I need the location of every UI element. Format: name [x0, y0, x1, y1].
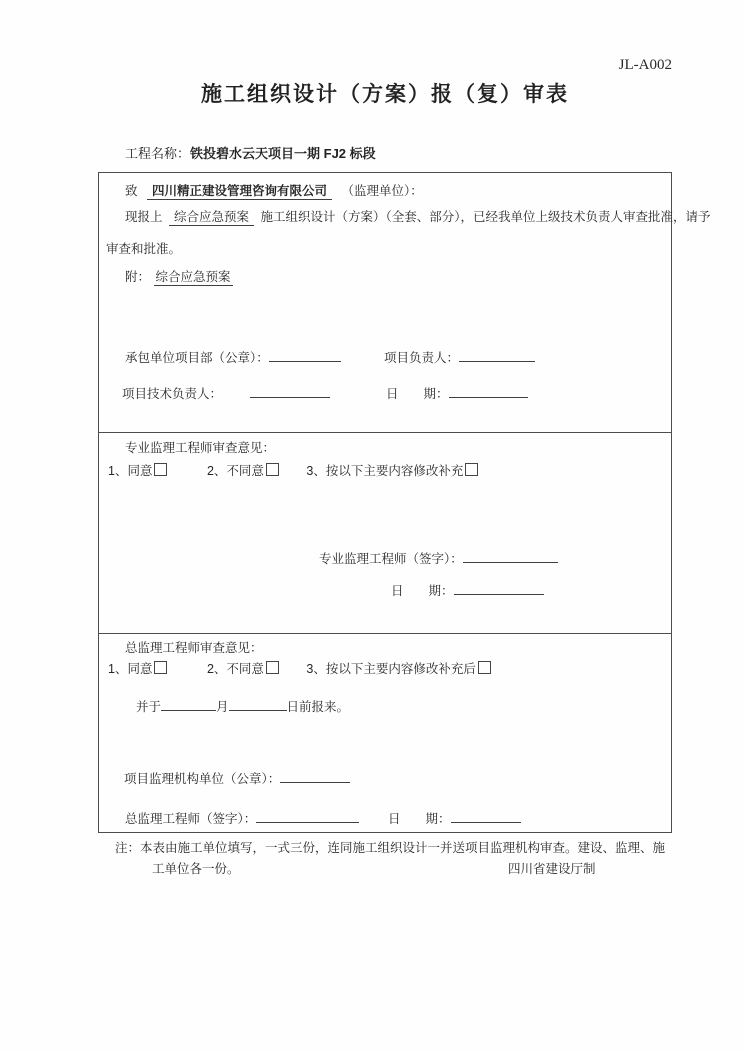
report-statement-line2: 审查和批准。 [106, 242, 182, 256]
checkbox-agree-icon [154, 463, 167, 476]
chief-sign-label: 总监理工程师（签字）： [125, 812, 257, 826]
resubmit-month-blank [161, 697, 216, 711]
checkbox-disagree-icon [266, 661, 279, 674]
chief-date-label: 日 期： [388, 812, 451, 826]
contractor-stamp-label: 承包单位项目部（公章）： [125, 351, 269, 365]
supervisor-sign-blank [463, 549, 558, 563]
plan-name: 综合应急预案 [169, 210, 254, 226]
section-divider-1 [99, 432, 671, 433]
chief-sign-blank [256, 809, 359, 823]
chief-sign-row [125, 809, 359, 827]
submit-date-blank [449, 384, 528, 398]
supervisor-sign-label: 专业监理工程师（签字）： [319, 552, 463, 566]
submit-date-row [386, 384, 528, 402]
report-prefix: 现报上 [125, 210, 163, 224]
supervisor-opinion-heading: 专业监理工程师审查意见： [125, 441, 276, 455]
supervisor-option-revise: 3、按以下主要内容修改补充 [306, 461, 478, 479]
supervisor-option-disagree: 2、不同意 [207, 461, 279, 479]
supervision-org-row [124, 769, 350, 787]
resubmit-day-blank [229, 697, 287, 711]
contractor-stamp-blank [269, 348, 341, 362]
chief-opinion-heading: 总监理工程师审查意见： [125, 641, 263, 655]
supervisor-option-agree: 1、同意 [108, 461, 167, 479]
tech-manager-row [122, 384, 330, 402]
addressee-line [125, 181, 423, 199]
checkbox-disagree-icon [266, 463, 279, 476]
project-name-value: 铁投碧水云天项目一期 FJ2 标段 [190, 146, 376, 161]
supervision-org-label: 项目监理机构单位（公章）： [124, 772, 281, 786]
chief-option-agree: 1、同意 [108, 659, 167, 677]
resubmit-month-label: 月 [216, 700, 229, 714]
tech-manager-blank [250, 384, 330, 398]
report-tail-line1: 施工组织设计（方案）（全套、部分），已经我单位上级技术负责人审查批准，请予 [260, 210, 711, 224]
form-title: 施工组织设计（方案）报（复）审表 [201, 83, 569, 106]
project-name-label: 工程名称： [125, 146, 191, 161]
checkbox-revise-icon [465, 463, 478, 476]
report-statement-line1 [125, 207, 711, 225]
supervisor-options-row [108, 461, 478, 479]
supervisor-date-row [391, 581, 544, 599]
form-code: JL-A002 [618, 57, 672, 73]
project-manager-row [384, 348, 535, 366]
project-name-line [125, 143, 376, 162]
to-suffix: （监理单位）： [341, 184, 423, 198]
chief-date-blank [451, 809, 521, 823]
footer-note-line1: 注：本表由施工单位填写，一式三份，连同施工组织设计一并送项目监理机构审查。建设、监理、施 [115, 841, 666, 855]
checkbox-agree-icon [154, 661, 167, 674]
resubmit-line [136, 697, 349, 715]
chief-option-disagree: 2、不同意 [207, 659, 279, 677]
section-divider-2 [99, 633, 671, 634]
attachment-label: 附： [125, 270, 151, 284]
tech-manager-label: 项目技术负责人： [122, 387, 223, 401]
supervisor-date-label: 日 期： [391, 584, 454, 598]
issuing-authority: 四川省建设厅制 [508, 862, 596, 876]
submit-date-label: 日 期： [386, 387, 449, 401]
footer-note-label: 注： [115, 841, 141, 855]
attachment-line [125, 267, 233, 285]
chief-option-revise: 3、按以下主要内容修改补充后 [306, 659, 490, 677]
contractor-row [125, 348, 341, 366]
project-manager-blank [459, 348, 535, 362]
project-manager-label: 项目负责人： [384, 351, 460, 365]
footer-note-line2: 工单位各一份。 [152, 862, 240, 876]
attachment-value: 综合应急预案 [155, 270, 231, 284]
to-label: 致 [125, 184, 138, 198]
supervision-org-blank [280, 769, 350, 783]
supervisor-sign-row [319, 549, 558, 567]
footer-note [115, 838, 675, 880]
resubmit-prefix: 并于 [136, 700, 162, 714]
supervisor-date-blank [454, 581, 544, 595]
checkbox-revise-icon [478, 661, 491, 674]
resubmit-suffix: 日前报来。 [286, 700, 350, 714]
chief-date-row [388, 809, 521, 827]
supervising-company-name: 四川精正建设管理咨询有限公司 [147, 184, 332, 200]
chief-options-row [108, 659, 491, 677]
form-box [98, 172, 711, 833]
